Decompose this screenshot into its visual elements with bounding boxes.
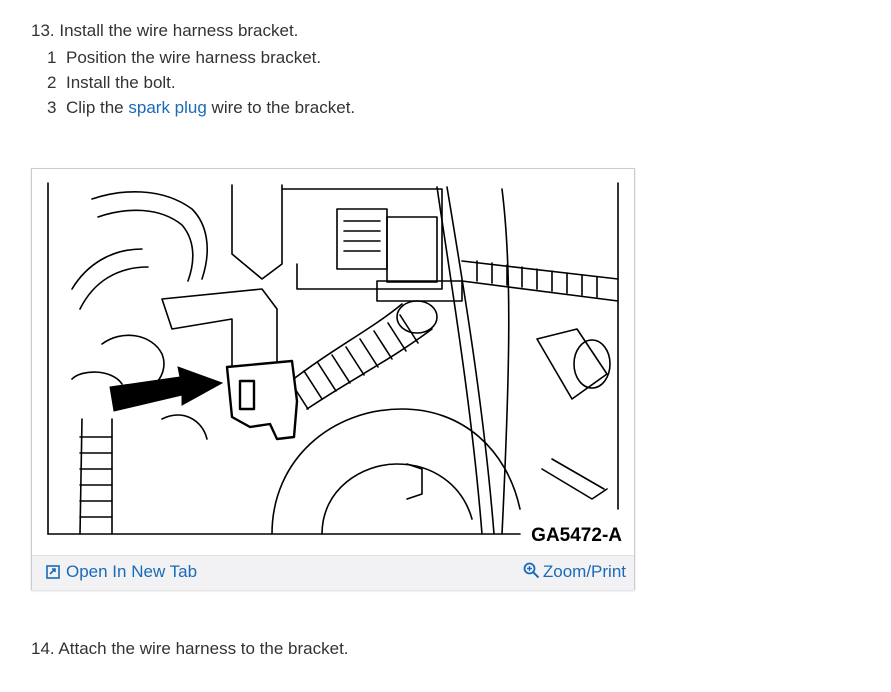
zoom-print-link[interactable] [523,562,626,584]
wire-harness-bracket-illustration [32,169,634,555]
substep-number: 3 [47,98,57,117]
zoom-print-label: Zoom/Print [542,562,626,581]
figure-footer [32,555,634,590]
spark-plug-link[interactable]: spark plug [128,98,207,117]
substep-1 [47,45,355,70]
open-in-new-tab-link[interactable] [46,562,197,584]
substep-text-after: wire to the bracket. [206,98,356,117]
open-new-tab-icon [46,564,60,584]
substep-2 [47,70,355,95]
magnifier-icon [523,562,540,584]
substep-number: 2 [47,73,57,92]
substep-list [47,45,355,120]
open-in-new-tab-label: Open In New Tab [66,562,198,581]
substep-3 [47,95,355,120]
figure-card [31,168,635,590]
substep-text: Position the wire harness bracket. [66,48,322,67]
figure-label: GA5472-A [531,525,622,546]
step-13-title: 13. Install the wire harness bracket. [31,21,299,40]
substep-text-before: Clip the [66,98,129,117]
substep-number: 1 [47,48,57,67]
substep-text: Install the bolt. [66,73,176,92]
step-14-title: 14. Attach the wire harness to the bracket. [31,639,349,658]
